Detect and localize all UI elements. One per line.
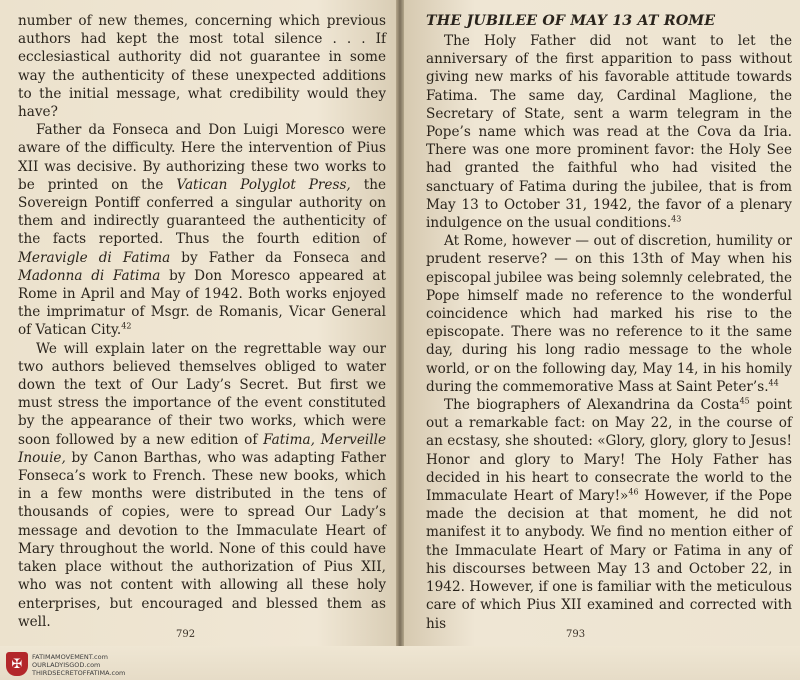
watermark-line: OURLADYISGOD.com [32, 661, 101, 669]
footnote-ref: 45 [739, 396, 750, 406]
text-segment: However, if the Pope made the decision at that moment, he did not manifest it to anybody. We find no mention either of the Immaculate Heart of Mary or Fatima in any of his discourses between May 13 and October 22, in 1942. However, if one is familiar with the meticulous care of which Pius XII examined and corrected with his [426, 488, 792, 632]
text-segment: At Rome, however — out of discretion, humility or prudent reserve? — on this 13th of May when his episcopal jubilee was being solemnly celebrated, the Pope himself made no reference to the wonderful coincidence which had marked his rise to the episcopate. There was no reference to it the same day, during his long radio message to the whole world, or on the following day, May 14, in his homily during the commemorative Mass at Saint Peter’s. [426, 233, 792, 395]
watermark-footer [0, 646, 800, 680]
watermark-line: FATIMAMOVEMENT.com [32, 653, 108, 661]
text-segment: The Holy Father did not want to let the anniversary of the first apparition to pass without giving new marks of his favorable attitude towards Fatima. The same day, Cardinal Maglione, the Secretary of State, sent a warm telegram in the Pope’s name which was read at the Cova da Iria. There was one more prominent favor: the Holy See had granted the faithful who had visited the sanctuary of Fatima during the jubilee, that is from May 13 to October 31, 1942, the favor of a plenary indulgence on the usual conditions. [426, 33, 792, 232]
text-segment: Fatima, Merveille Inouie, [18, 431, 386, 466]
paragraph [18, 12, 386, 121]
footnote-ref: 44 [768, 378, 779, 388]
page-number-right: 793 [566, 629, 586, 640]
text-segment: Madonna di Fatima [18, 267, 161, 284]
watermark-text [32, 653, 125, 677]
left-page [0, 0, 396, 680]
section-heading: THE JUBILEE OF MAY 13 AT ROME [426, 13, 716, 29]
right-page-body [426, 32, 792, 633]
book-gutter [396, 0, 404, 680]
right-page [404, 0, 800, 680]
text-segment: point out a remarkable fact: on May 22, in the course of an ecstasy, she shouted: «Glory, glory, glory to Jesus! Honor and glory to Mary! The Holy Father has decided in his heart to consecrate the world to the Immaculate Heart of Mary!» [426, 397, 792, 505]
footnote-ref: 42 [121, 321, 132, 331]
text-segment: The biographers of Alexandrina da Costa [444, 397, 740, 414]
shield-logo-icon: ✠ [6, 652, 28, 676]
text-segment: the Sovereign Pontiff conferred a singular authority on them and indirectly guaranteed the authenticity of the facts reported. Thus the fourth edition of [18, 176, 386, 248]
text-segment: by Canon Barthas, who was adapting Father Fonseca’s work to French. These new books, which in a few months were distributed in the tens of thousands of copies, were to spread Our Lady’s message and devotion to the Immaculate Heart of Mary throughout the world. None of this could have taken place without the authorization of Pius XII, who was not content with allowing all these holy enterprises, but encouraged and blessed them as well. [18, 449, 386, 630]
paragraph [426, 396, 792, 633]
footnote-ref: 43 [671, 214, 682, 224]
text-segment: Father da Fonseca and Don Luigi Moresco were aware of the difficulty. Here the intervention of Pius XII was decisive. By authorizing these two works to be printed on the [18, 122, 386, 193]
paragraph [426, 232, 792, 396]
footnote-ref: 46 [628, 487, 639, 497]
page-number-left: 792 [176, 629, 196, 640]
watermark-line: THIRDSECRETOFFATIMA.com [32, 669, 126, 677]
text-segment: Vatican Polyglot Press, [176, 176, 351, 193]
text-segment: by Don Moresco appeared at Rome in April and May of 1942. Both works enjoyed the imprimatur of Msgr. de Romanis, Vicar General of Vatican City. [18, 267, 386, 339]
text-segment: number of new themes, concerning which previous authors had kept the most total silence . . . If ecclesiastical authority did not guarantee in some way the authenticity of these unexpected additions to the initial message, what credibility would they have? [18, 13, 386, 121]
text-segment: We will explain later on the regrettable way our two authors believed themselves obliged to water down the text of Our Lady’s Secret. But first we must stress the importance of the event constituted by the appearance of their two works, which were soon followed by a new edition of [18, 340, 386, 448]
left-page-body [18, 12, 386, 631]
paragraph [18, 121, 386, 339]
paragraph [426, 32, 792, 232]
text-segment: by Father da Fonseca and [170, 249, 386, 266]
paragraph [18, 340, 386, 631]
text-segment: Meravigle di Fatima [18, 249, 171, 266]
